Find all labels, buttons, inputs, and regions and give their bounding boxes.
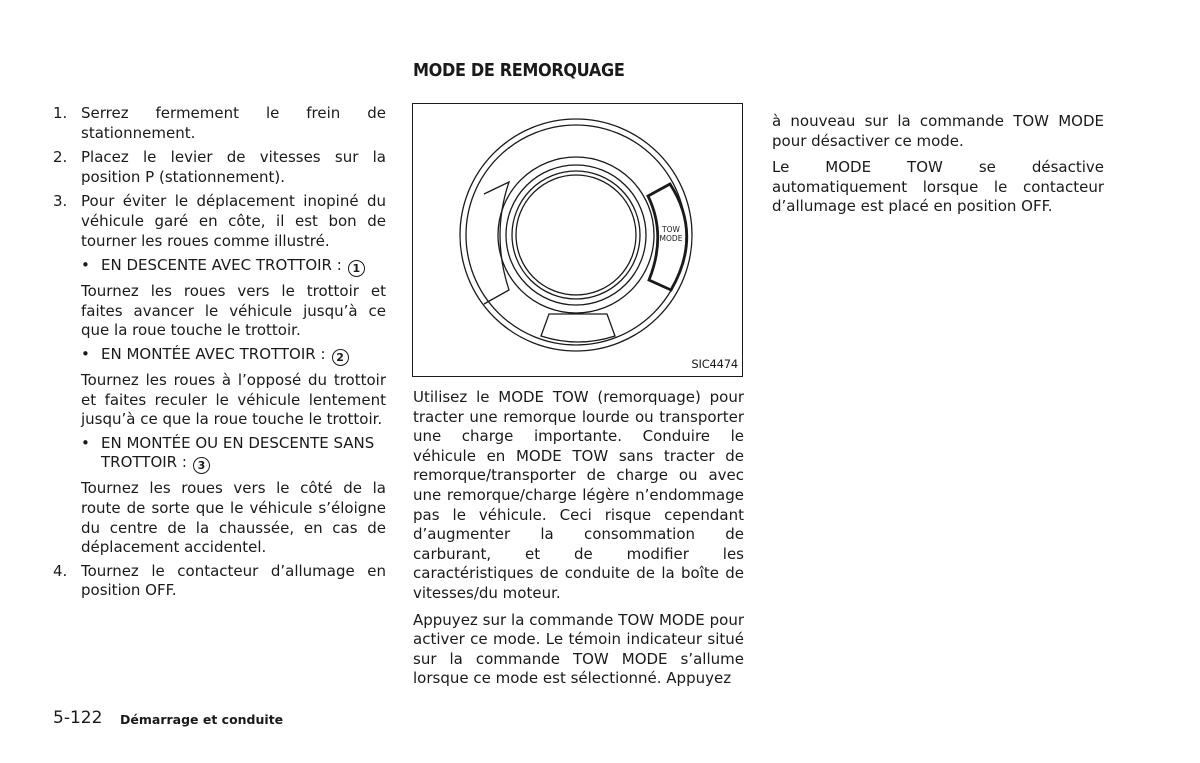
paragraph-tow-mode-usage: Utilisez le MODE TOW (remorquage) pour tracter une remorque lourde ou transporter une charge importante. Conduire le véhicule en MODE TOW sans tracter de remorque/transporter de charge ou avec une remorque/charge légère n’endommage pas le véhicule. Ceci risque cependant d’augmenter la consommation de carburant, et de modifier les caractéristiques de conduite de la boîte de vitesses/du moteur. <box>413 388 744 602</box>
bottom-segment <box>541 314 615 342</box>
step-text: Serrez fermement le frein de stationnement. <box>81 104 386 142</box>
step-3 <box>53 192 386 251</box>
callout-number-2: 2 <box>332 349 349 366</box>
paragraph-tow-mode-activation: Appuyez sur la commande TOW MODE pour activer ce mode. Le témoin indicateur situé sur la commande TOW MODE s’allume lorsque ce mode est sélectionné. Appuyez <box>413 610 744 688</box>
bullet-uphill-curb <box>81 345 386 366</box>
right-column <box>772 112 1104 224</box>
bullet-marker: • <box>81 344 90 363</box>
step-text: Pour éviter le déplacement inopiné du véhicule garé en côte, il est bon de tourner les roues comme illustré. <box>81 192 386 250</box>
dial-outer-ring-inner <box>466 125 686 345</box>
step-4 <box>53 562 386 601</box>
knob-ring-1 <box>498 157 654 313</box>
step-1 <box>53 104 386 143</box>
bullet-downhill-curb <box>81 256 386 277</box>
page-number: 5-122 <box>53 708 103 728</box>
bullet-marker: • <box>81 256 90 275</box>
tow-mode-button-label <box>658 226 684 243</box>
paragraph-tow-mode-deactivation: à nouveau sur la commande TOW MODE pour désactiver ce mode. <box>772 112 1104 150</box>
bullet-heading: EN MONTÉE OU EN DESCENTE SANS TROTTOIR : <box>101 433 375 472</box>
figure-code: SIC4474 <box>691 357 738 371</box>
left-column <box>53 104 386 606</box>
paragraph-tow-mode-auto-off: Le MODE TOW se désactive automatiquement lorsque le contacteur d’allumage est placé en position OFF. <box>772 158 1104 216</box>
tow-mode-dial-drawing <box>413 104 744 378</box>
step-number: 3. <box>53 192 68 211</box>
step-number: 4. <box>53 561 68 580</box>
tow-label-line2: MODE <box>659 233 683 243</box>
bullet-marker: • <box>81 433 90 452</box>
left-segment <box>484 182 509 304</box>
knob-ring-3 <box>512 171 640 299</box>
knob-ring-2 <box>506 165 646 305</box>
step-text: Tournez le contacteur d’allumage en position OFF. <box>81 561 386 600</box>
section-title: MODE DE REMORQUAGE <box>413 61 625 81</box>
callout-number-1: 1 <box>348 260 365 277</box>
bullet-description: Tournez les roues vers le côté de la route de sorte que le véhicule s’éloigne du centre de la chaussée, en cas de déplacement accidentel. <box>81 479 386 557</box>
bullet-no-curb <box>81 434 386 475</box>
callout-number-3: 3 <box>193 457 210 474</box>
tow-label-line1: TOW <box>662 225 680 234</box>
chapter-title: Démarrage et conduite <box>120 712 284 727</box>
bullet-heading: EN DESCENTE AVEC TROTTOIR : <box>101 256 342 275</box>
bullet-heading: EN MONTÉE AVEC TROTTOIR : <box>101 344 326 363</box>
step-3-details <box>81 256 386 558</box>
knob-ring-4 <box>516 175 636 295</box>
tow-mode-illustration <box>412 103 743 377</box>
bullet-description: Tournez les roues à l’opposé du trottoir et faites reculer le véhicule lentement jusqu’à ce que la roue touche le trottoir. <box>81 370 386 429</box>
middle-column <box>413 388 744 696</box>
step-number: 1. <box>53 104 68 122</box>
step-2 <box>53 148 386 187</box>
step-text: Placez le levier de vitesses sur la position P (stationnement). <box>81 148 386 186</box>
bullet-description: Tournez les roues vers le trottoir et faites avancer le véhicule jusqu’à ce que la roue touche le trottoir. <box>81 282 386 340</box>
step-number: 2. <box>53 148 68 167</box>
